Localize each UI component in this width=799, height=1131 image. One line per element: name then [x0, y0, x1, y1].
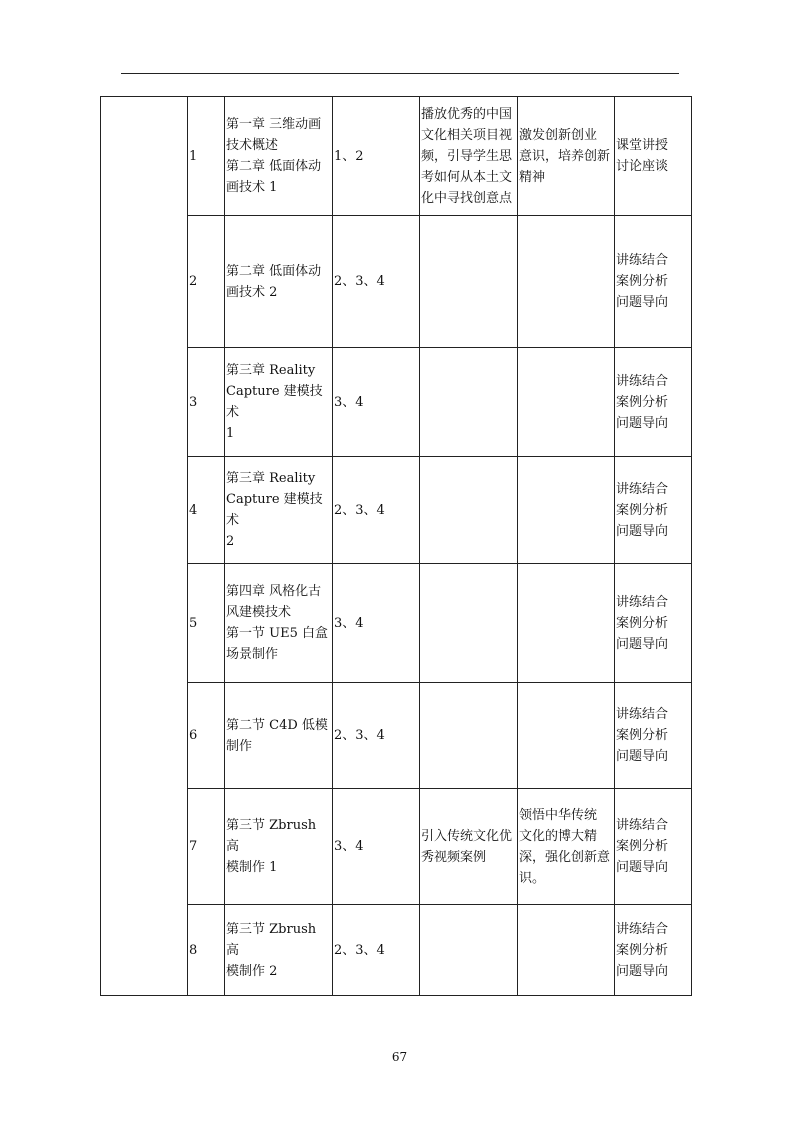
teaching-method-cell: 课堂讲授 讨论座谈 [615, 97, 692, 216]
ideology-element-cell [420, 348, 518, 457]
goals-cell: 2、3、4 [333, 457, 420, 564]
week-number-cell: 7 [188, 789, 225, 905]
week-number-cell: 4 [188, 457, 225, 564]
teaching-method-cell: 讲练结合 案例分析 问题导向 [615, 683, 692, 789]
content-cell: 第二章 低面体动 画技术 2 [225, 216, 333, 348]
content-cell: 第三章 Reality Capture 建模技术 1 [225, 348, 333, 457]
ideology-element-cell [420, 216, 518, 348]
ideology-goal-cell [518, 564, 615, 683]
merged-first-column-cell [101, 97, 188, 996]
content-cell: 第二节 C4D 低模 制作 [225, 683, 333, 789]
schedule-table-body [101, 97, 692, 996]
table-row [101, 348, 692, 457]
teaching-method-cell: 讲练结合 案例分析 问题导向 [615, 905, 692, 996]
goals-cell: 3、4 [333, 348, 420, 457]
ideology-goal-cell [518, 348, 615, 457]
week-number-cell: 3 [188, 348, 225, 457]
ideology-goal-cell: 激发创新创业 意识，培养创新 精神 [518, 97, 615, 216]
ideology-element-cell: 引入传统文化优 秀视频案例 [420, 789, 518, 905]
table-row [101, 905, 692, 996]
goals-cell: 2、3、4 [333, 683, 420, 789]
page-number: 67 [391, 1050, 408, 1064]
header-rule [121, 73, 679, 74]
teaching-method-cell: 讲练结合 案例分析 问题导向 [615, 348, 692, 457]
ideology-element-cell [420, 683, 518, 789]
goals-cell: 3、4 [333, 789, 420, 905]
teaching-method-cell: 讲练结合 案例分析 问题导向 [615, 564, 692, 683]
table-row [101, 564, 692, 683]
table-row [101, 789, 692, 905]
content-cell: 第四章 风格化古 风建模技术 第一节 UE5 白盒 场景制作 [225, 564, 333, 683]
content-cell: 第一章 三维动画 技术概述 第二章 低面体动 画技术 1 [225, 97, 333, 216]
ideology-goal-cell [518, 905, 615, 996]
ideology-element-cell [420, 457, 518, 564]
goals-cell: 2、3、4 [333, 905, 420, 996]
table-row [101, 457, 692, 564]
content-cell: 第三节 Zbrush 高 模制作 2 [225, 905, 333, 996]
week-number-cell: 5 [188, 564, 225, 683]
ideology-goal-cell [518, 216, 615, 348]
table-row [101, 216, 692, 348]
week-number-cell: 8 [188, 905, 225, 996]
goals-cell: 3、4 [333, 564, 420, 683]
teaching-method-cell: 讲练结合 案例分析 问题导向 [615, 216, 692, 348]
ideology-element-cell: 播放优秀的中国 文化相关项目视 频，引导学生思 考如何从本土文 化中寻找创意点 [420, 97, 518, 216]
ideology-element-cell [420, 905, 518, 996]
teaching-method-cell: 讲练结合 案例分析 问题导向 [615, 789, 692, 905]
table-row [101, 97, 692, 216]
content-cell: 第三章 Reality Capture 建模技术 2 [225, 457, 333, 564]
schedule-table [100, 96, 692, 996]
ideology-element-cell [420, 564, 518, 683]
week-number-cell: 2 [188, 216, 225, 348]
week-number-cell: 6 [188, 683, 225, 789]
table-row [101, 683, 692, 789]
ideology-goal-cell [518, 457, 615, 564]
ideology-goal-cell: 领悟中华传统 文化的博大精 深，强化创新意 识。 [518, 789, 615, 905]
week-number-cell: 1 [188, 97, 225, 216]
ideology-goal-cell [518, 683, 615, 789]
content-cell: 第三节 Zbrush 高 模制作 1 [225, 789, 333, 905]
goals-cell: 1、2 [333, 97, 420, 216]
goals-cell: 2、3、4 [333, 216, 420, 348]
teaching-method-cell: 讲练结合 案例分析 问题导向 [615, 457, 692, 564]
